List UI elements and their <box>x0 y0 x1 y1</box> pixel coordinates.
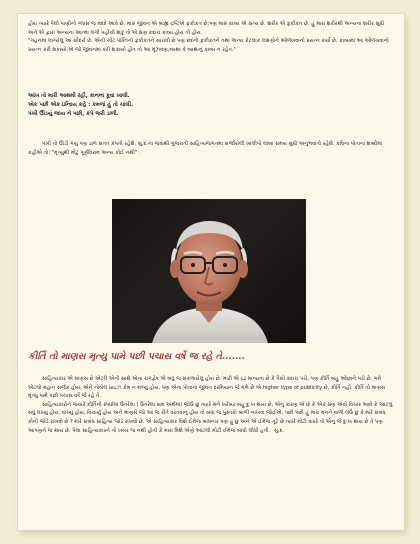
essay-section <box>18 375 404 435</box>
verse-line-2: એક પછી એક ઇન્દ્રિય કહે : કમળાં હું તો ચાલી. <box>28 102 134 108</box>
poet-portrait-photo <box>112 199 306 343</box>
poem-verse <box>18 92 404 119</box>
document-page <box>18 14 404 530</box>
essay-paragraph-2: સાહિત્યકારોને જ્યારે કીર્તિની સ્પર્ધામાં ઉતરેલા ( ઉતરેલા સમ અર્થમાં) જોઉ છું ત્યારે મને ખરેખર બહુ દુ:ખ થાય છે, એનું કારણ એ છે કે એક ક્ષણ એવો વિચાર આવે કે આટલું બધું લખ્યું હોય, વાંચ્યું હોય, વિચાર્યું હોય અને માણસે જો આ જ રીતે વરતવાનું હોય તો બધાં જ પુસ્તકો બાળી નાખવાં જોઈએ. પછી પછી હું મારા મનને વાળી લઉં છું કે મારે સંબંધ કોની જોડે રાખવો છે ? મારે સંબંધ સાહિત્ય જોડે રાખવો છે. એ સાહિત્યકાર વિશે ઈમેજ બાંધનાર પણ હું છું અને એ ઈમેજ તૂટે છે ત્યારે મોટી વારરે તો એનું જે દુ:ખ થાય છે તે પણ આપણને જ થાય છે. પેલા સાહિત્યકારને તો ખબર જ નથી હોતી કે મારા વિશે એણે આટલી મોટી ઈમેજ બાંધી લીધી હતી. <box>28 401 393 434</box>
author-signature: સુ.દ. <box>274 427 285 434</box>
verse-line-1: આંખ તો મારી આથમી રહી, કાનના કૂવા ખાલી. <box>28 93 130 99</box>
tribute-section <box>18 140 404 157</box>
section-heading: કીર્તિ તો માણસ મૃત્યુ પામે પછી પચાસ વર્ષે જ રહે તે....... <box>28 351 245 362</box>
portrait-illustration <box>112 199 306 343</box>
intro-quote: "ગહનમાં લાગ્યેલું આ સૌંદર્ય છે. એની ચીંટ પંક્તિની ફકીકતને સાચવી છે પણ છંદની ફકીકતને તથા અન્ય કેટલાક લક્ષણોને ઓળખવાનો પ્રયત્ન કર્યો છે. કાવ્યમાં આ ઓળખવાનો પ્રયત્ન કરી શકાયો,એ જો જીવનમાં કરી શકાયો હોત તો આ મૂંઝવણ,વ્યથા કે વ્યથાનું કાવ્ય ન રહેત." <box>28 38 389 53</box>
tribute-paragraph: પંખી તો ઊડી ગયું પણ ડાળ સતત કંપતી રહેશે. સુ.દ.ના જવાથી ગુજરાતી સાહિત્યજગતમાં સર્જાયેલી ખાલીપો લાંબા સમય સુધી અનુભવાતો રહેશે. કવિના પોતાના શબ્દોમાં કહીએ તો: "મૃત્યુથી મોટું પૂર્ણવિરામ અન્ય કોઈ નથી" . <box>28 141 383 156</box>
essay-paragraph-1: સાહિત્યકાર એ માણસ છે એટલે એની સાથે એના રાગદ્વેષ એ બધું જ સંકળાયેલું હોય છે. મારી એ દ્રઢ માન્યતા છે કે પૈસો કદાચ પચે, પણ કીર્તિ બહુ ઓછાને પચે છે. ગમે એટલો મહાન સર્જક હોય, એને નોબેલ પ્રાઇઝ કેમ ન મળ્યું હોય, પણ એના પોતાના જીવન દરમિયાન જે મળે છે એ higher type of publicity છે, કીર્તિ નહીં. કીર્તિ તો માણસ મૃત્યુ પામે પછી પચાસ વર્ષે જે રહે તે. <box>28 376 386 400</box>
intro-paragraph: હોય ત્યારે પેલો પાણીનો ગ્લાસ જ મદદે આવે છે. મારું જીવન એ બાહ્ય દ્રષ્ટિએ ફકીકત છે;પણ મારું કાવ્ય એ સત્ય છે. શરીર એ ફકીકત છે. હું મારા શરીરથી અન્યના શરીર સુધી અને એ દ્વારા અન્યના આત્મા લગી પહોંચી શકું તો એ ક્ષણ કદાચ કાવ્ય હોય તો હોય. <box>28 21 385 36</box>
verse-line-3: પંખી ઊડયું જાય ને પછી, કંપે જરી ડાળી. <box>28 111 119 117</box>
intro-section <box>18 20 404 54</box>
